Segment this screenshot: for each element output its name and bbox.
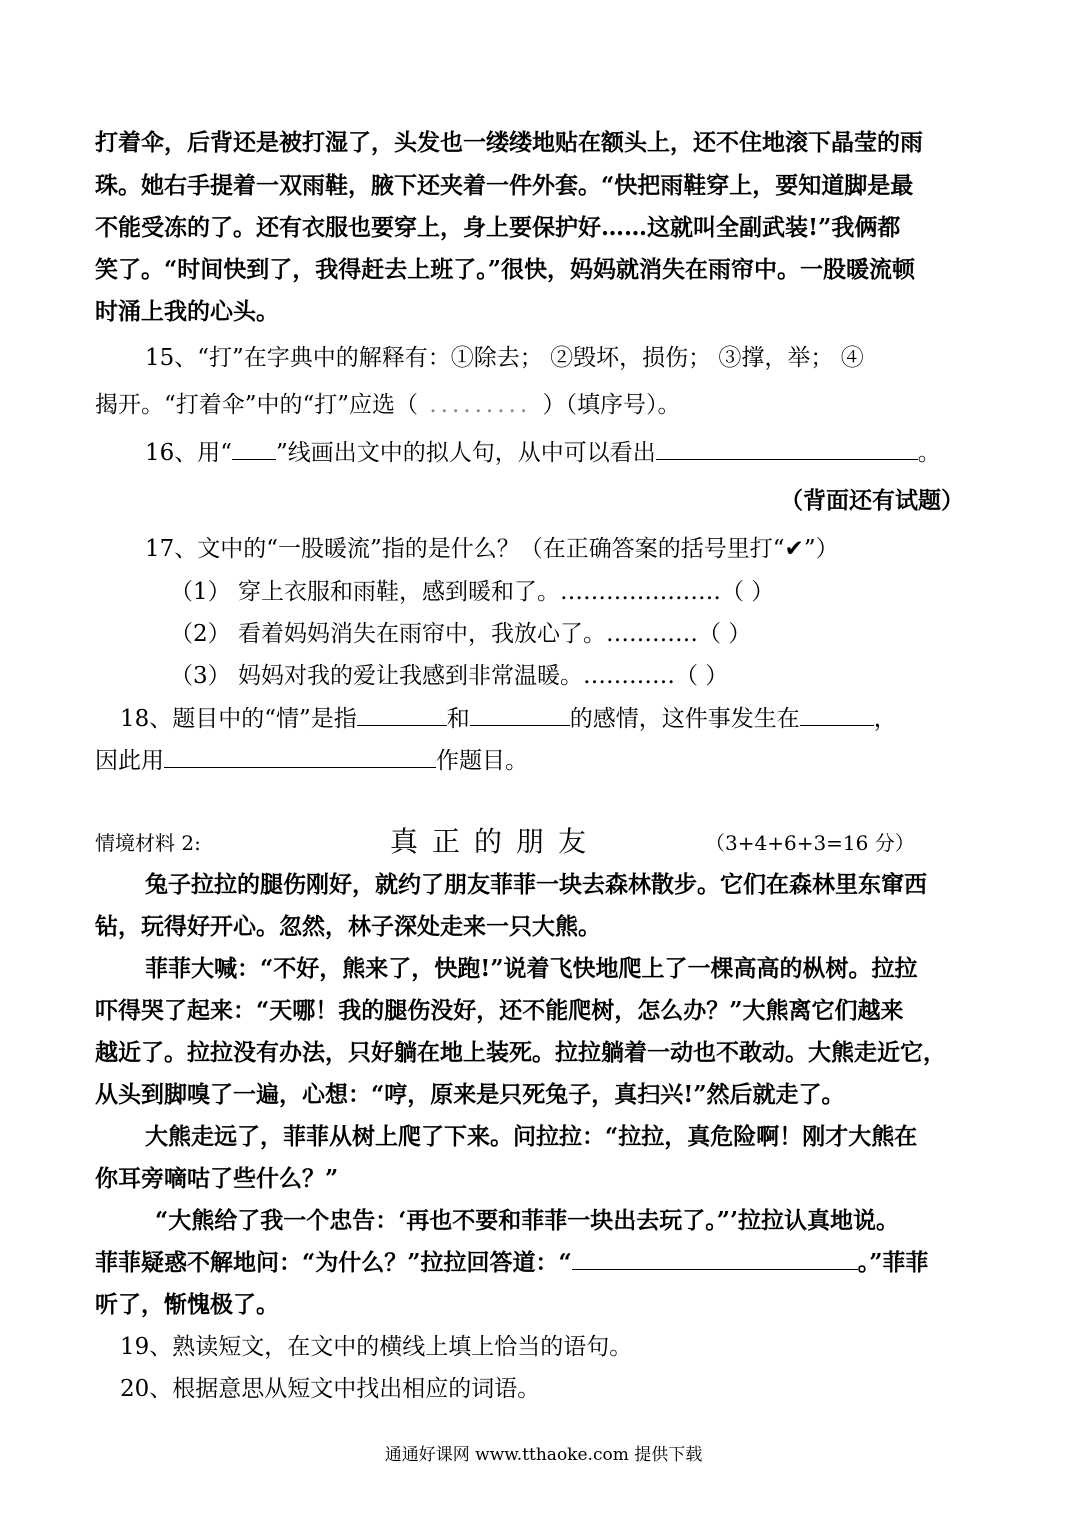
question-18-text-d: ，	[873, 706, 897, 732]
answer-blank[interactable]	[357, 703, 447, 726]
question-15-text: 揭开。“打着伞”中的“打”应选（	[95, 392, 419, 418]
passage1-line: 笑了。“时间快到了，我得赶去上班了。”很快，妈妈就消失在雨帘中。一股暖流顿	[95, 256, 915, 283]
page-footer: 通通好课网 www.tthaoke.com 提供下载	[384, 1445, 703, 1465]
passage2-line: 你耳旁嘀咕了些什么？”	[95, 1165, 339, 1192]
answer-blank[interactable]	[572, 1247, 858, 1270]
question-16-text-c: 。	[917, 440, 941, 466]
question-18-text-f: 作题目。	[436, 748, 528, 774]
answer-blank[interactable]	[800, 703, 874, 726]
back-note: （背面还有试题）	[780, 487, 964, 514]
question-15-line1: 15、“打”在字典中的解释有：①除去； ②毁坏，损伤； ③撑，举； ④	[145, 345, 864, 371]
passage2-line: 大熊走远了，菲菲从树上爬了下来。问拉拉：“拉拉，真危险啊！刚才大熊在	[145, 1123, 918, 1150]
passage2-line: 兔子拉拉的腿伤刚好，就约了朋友菲菲一块去森林散步。它们在森林里东窜西	[145, 871, 927, 898]
passage1-line: 珠。她右手提着一双雨鞋，腋下还夹着一件外套。“快把雨鞋穿上，要知道脚是最	[95, 172, 914, 199]
answer-blank[interactable]	[656, 437, 918, 460]
story-title: 真正的朋友	[390, 825, 601, 858]
passage2-line: 吓得哭了起来：“天哪！我的腿伤没好，还不能爬树，怎么办？”大熊离它们越来	[95, 997, 904, 1024]
underline-sample	[232, 437, 276, 460]
question-20: 20、根据意思从短文中找出相应的词语。	[120, 1376, 541, 1402]
question-18-text-a: 18、题目中的“情”是指	[120, 706, 357, 732]
question-17-stem: 17、文中的“一股暖流”指的是什么？（在正确答案的括号里打“✔”）	[145, 536, 839, 562]
passage2-line: “大熊给了我一个忠告：‘再也不要和菲菲一块出去玩了。”’拉拉认真地说。	[155, 1207, 899, 1234]
passage2-line-with-blank	[95, 1246, 995, 1280]
passage2-line: 菲菲大喊：“不好，熊来了，快跑!”说着飞快地爬上了一棵高高的枞树。拉拉	[145, 955, 918, 982]
answer-space[interactable]: .........	[418, 392, 543, 418]
question-17-option-2[interactable]: （2） 看着妈妈消失在雨帘中，我放心了。…………（ ）	[170, 621, 752, 647]
passage2-line: 钻，玩得好开心。忽然，林子深处走来一只大熊。	[95, 913, 601, 940]
passage2-text-end: 。”菲菲	[857, 1249, 929, 1276]
question-16-text-a: 16、用“	[145, 440, 233, 466]
question-16-text-b: ”线画出文中的拟人句，从中可以看出	[276, 440, 656, 466]
score-note: （3+4+6+3=16 分）	[705, 831, 915, 855]
answer-blank[interactable]	[164, 745, 436, 768]
passage2-text: 菲菲疑惑不解地问：“为什么？”拉拉回答道：“	[95, 1249, 572, 1276]
passage1-line: 不能受冻的了。还有衣服也要穿上，身上要保护好……这就叫全副武装!”我俩都	[95, 214, 901, 241]
answer-blank[interactable]	[470, 703, 570, 726]
question-16	[145, 436, 995, 470]
material-label: 情境材料 2:	[95, 831, 201, 855]
question-18-text-e: 因此用	[95, 748, 164, 774]
question-18-text-b: 和	[446, 706, 470, 732]
passage2-line: 从头到脚嗅了一遍，心想：“哼，原来是只死兔子，真扫兴!”然后就走了。	[95, 1081, 845, 1108]
passage1-line: 时涌上我的心头。	[95, 298, 279, 325]
question-18-text-c: 的感情，这件事发生在	[569, 706, 800, 732]
passage2-line: 听了，惭愧极了。	[95, 1291, 279, 1318]
question-18-line2	[95, 744, 995, 778]
passage2-line: 越近了。拉拉没有办法，只好躺在地上装死。拉拉躺着一动也不敢动。大熊走近它，	[95, 1039, 946, 1066]
question-15-line2	[95, 388, 995, 422]
question-17-option-3[interactable]: （3） 妈妈对我的爱让我感到非常温暖。…………（ ）	[170, 663, 729, 689]
question-17-option-1[interactable]: （1） 穿上衣服和雨鞋，感到暖和了。…………………（ ）	[170, 579, 775, 605]
question-19: 19、熟读短文，在文中的横线上填上恰当的语句。	[120, 1334, 633, 1360]
question-15-text-end: ）（填序号）。	[542, 392, 681, 418]
passage1-line: 打着伞，后背还是被打湿了，头发也一缕缕地贴在额头上，还不住地滚下晶莹的雨	[95, 129, 923, 156]
question-18-line1	[120, 702, 1000, 736]
